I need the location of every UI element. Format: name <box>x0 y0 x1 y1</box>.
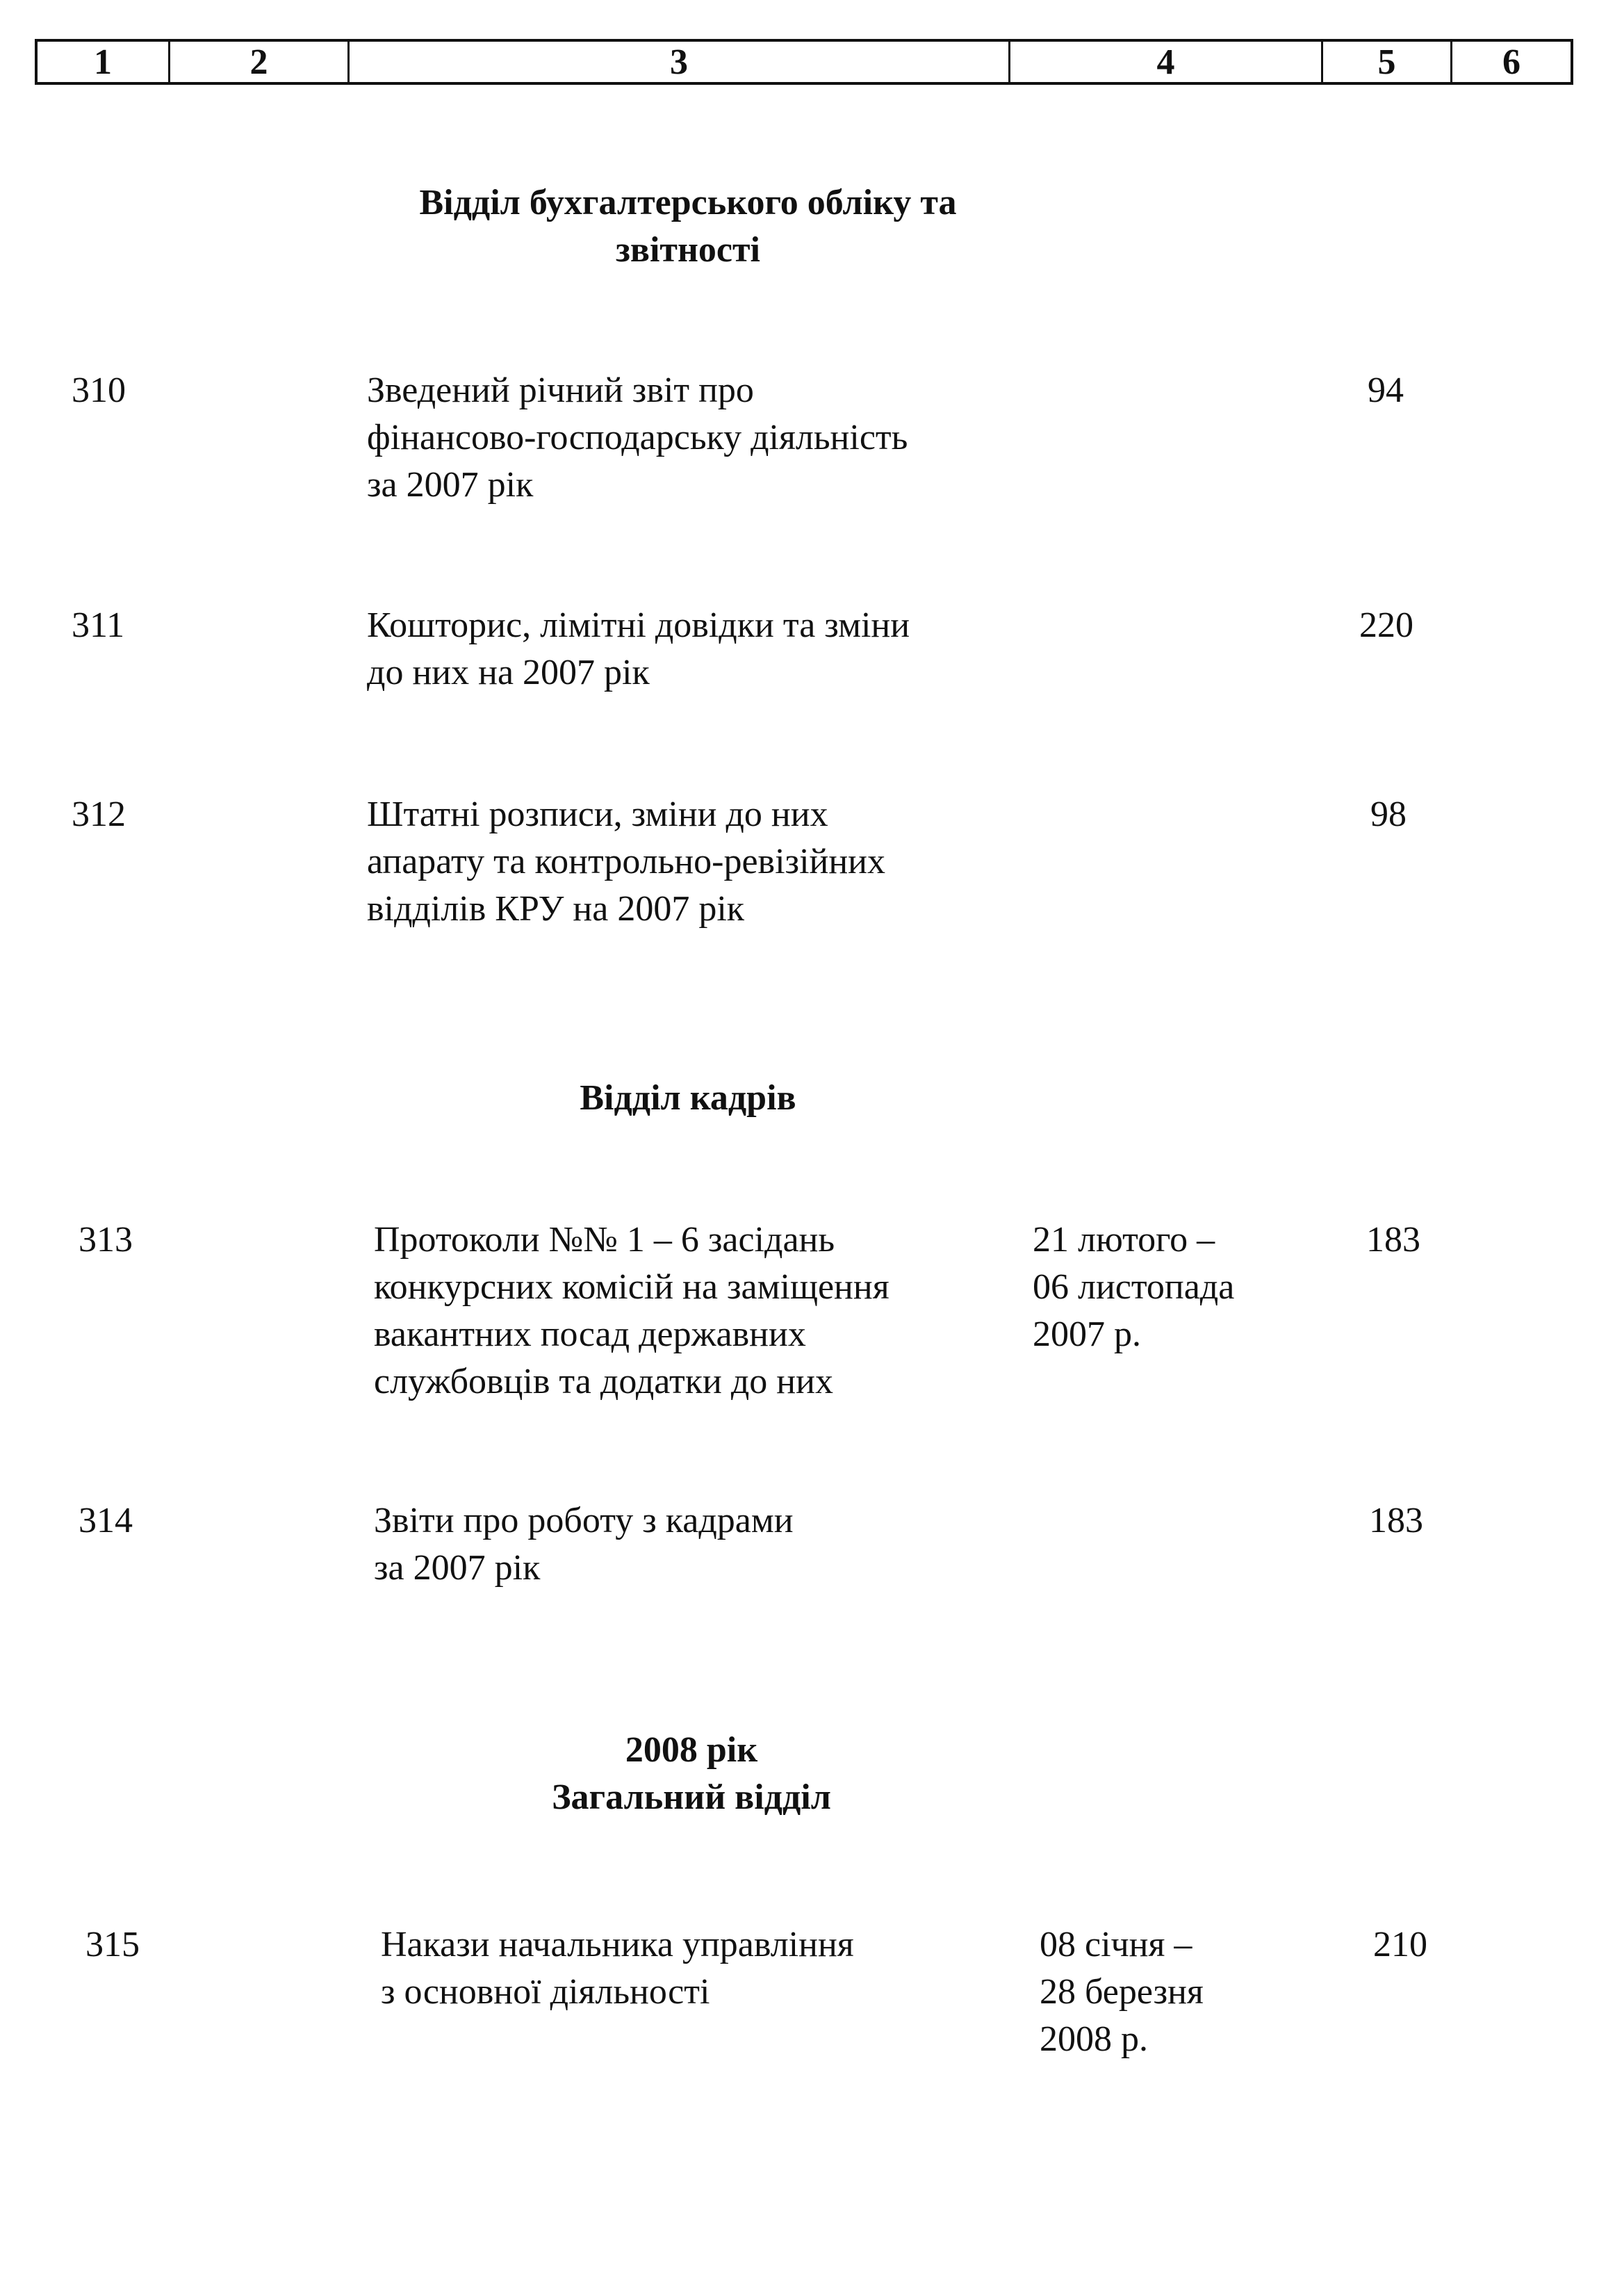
entry-description-line: Накази начальника управління <box>381 1925 854 1964</box>
column-header-4: 4 <box>1010 42 1323 82</box>
entry-description-line: за 2007 рік <box>374 1548 541 1588</box>
entry-description <box>367 367 908 509</box>
entry-date-line: 06 листопада <box>1033 1267 1235 1307</box>
entry-description-line: за 2007 рік <box>367 465 534 505</box>
column-header-3: 3 <box>350 42 1010 82</box>
column-number-header <box>35 39 1573 85</box>
entry-page-count: 210 <box>1373 1925 1427 1964</box>
entry-number: 314 <box>79 1501 133 1540</box>
entry-description-line: до них на 2007 рік <box>367 653 650 692</box>
entry-description <box>367 791 885 933</box>
entry-description <box>367 602 910 697</box>
section-year: 2008 рік <box>625 1730 758 1770</box>
entry-description-line: Зведений річний звіт про <box>367 371 754 410</box>
entry-description-line: апарату та контрольно-ревізійних <box>367 842 886 881</box>
entry-description-line: Протоколи №№ 1 – 6 засідань <box>374 1220 835 1260</box>
entry-description-line: з основної діяльності <box>381 1972 710 2012</box>
entry-description-line: конкурсних комісій на заміщення <box>374 1267 890 1307</box>
entry-date-range <box>1033 1216 1234 1358</box>
entry-description-line: службовців та додатки до них <box>374 1362 833 1401</box>
entry-number: 310 <box>72 371 126 410</box>
column-header-2: 2 <box>170 42 350 82</box>
entry-description-line: Штатні розписи, зміни до них <box>367 795 828 834</box>
entry-description <box>381 1921 854 2016</box>
entry-description <box>374 1216 890 1406</box>
entry-number: 312 <box>72 795 126 834</box>
column-header-6: 6 <box>1502 42 1520 82</box>
entry-description-line: вакантних посад державних <box>374 1314 806 1354</box>
entry-description <box>374 1497 794 1592</box>
entry-date-line: 08 січня – <box>1040 1925 1192 1964</box>
entry-page-count: 220 <box>1359 605 1413 645</box>
section-title-personnel <box>347 1075 1028 1122</box>
section-title-line: звітності <box>616 230 760 270</box>
section-title-2008-general <box>347 1727 1035 1821</box>
entry-date-line: 2007 р. <box>1033 1314 1141 1354</box>
section-title-line: Загальний відділ <box>552 1777 831 1817</box>
column-header-1: 1 <box>38 42 170 82</box>
entry-description-line: Кошторис, лімітні довідки та зміни <box>367 605 910 645</box>
entry-date-line: 2008 р. <box>1040 2019 1148 2059</box>
entry-number: 313 <box>79 1220 133 1260</box>
entry-page-count: 183 <box>1369 1501 1423 1540</box>
section-title-accounting <box>347 179 1028 274</box>
entry-number: 315 <box>85 1925 140 1964</box>
entry-description-line: відділів КРУ на 2007 рік <box>367 889 745 929</box>
section-title-line: Відділ кадрів <box>580 1078 796 1118</box>
section-title-line: Відділ бухгалтерського обліку та <box>419 183 957 222</box>
entry-description-line: Звіти про роботу з кадрами <box>374 1501 794 1540</box>
entry-number: 311 <box>72 605 125 645</box>
entry-date-line: 21 лютого – <box>1033 1220 1215 1260</box>
entry-date-range <box>1040 1921 1204 2063</box>
entry-date-line: 28 березня <box>1040 1972 1204 2012</box>
entry-description-line: фінансово-господарську діяльність <box>367 418 908 457</box>
column-header-5: 5 <box>1323 42 1452 82</box>
entry-page-count: 94 <box>1368 371 1404 410</box>
entry-page-count: 183 <box>1366 1220 1420 1260</box>
entry-page-count: 98 <box>1370 795 1407 834</box>
